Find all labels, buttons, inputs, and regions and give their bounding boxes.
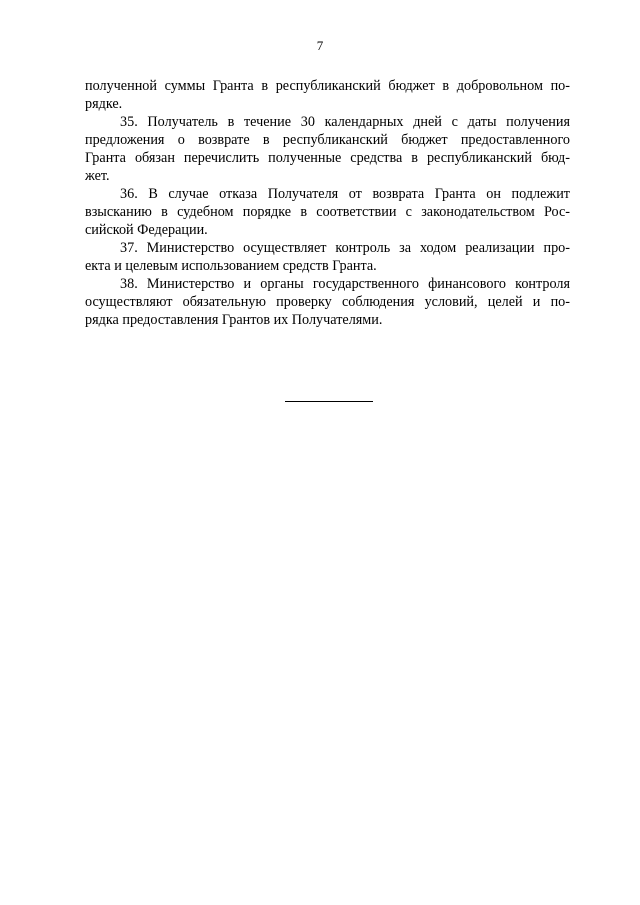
text-line: 36. В случае отказа Получателя от возврата Гранта он подлежит [120, 186, 570, 202]
text-line: сийской Федерации. [85, 222, 208, 238]
paragraph-35 [85, 113, 570, 185]
text-line: 35. Получатель в течение 30 календарных дней с даты получения [120, 114, 570, 130]
text-line: рядке. [85, 96, 123, 112]
text-line: осуществляют обязательную проверку соблюдения условий, целей и по- [85, 294, 570, 310]
paragraph-38 [85, 275, 570, 329]
text-line: жет. [85, 168, 110, 184]
text-line: 37. Министерство осуществляет контроль за ходом реализации про- [120, 240, 570, 256]
paragraph-37 [85, 239, 570, 275]
page-number: 7 [316, 38, 324, 53]
text-line: рядка предоставления Грантов их Получателями. [85, 312, 383, 328]
document-body [85, 77, 570, 329]
text-line: екта и целевым использованием средств Гранта. [85, 258, 377, 274]
text-line: предложения о возврате в республиканский бюджет предоставленного [85, 132, 570, 148]
text-line: Гранта обязан перечислить полученные средства в республиканский бюд- [85, 150, 570, 166]
paragraph-continued [85, 77, 570, 113]
text-line: взысканию в судебном порядке в соответствии с законодательством Рос- [85, 204, 570, 220]
text-line: 38. Министерство и органы государственного финансового контроля [120, 276, 570, 292]
paragraph-36 [85, 185, 570, 239]
end-divider-line [285, 401, 373, 402]
text-line: полученной суммы Гранта в республиканский бюджет в добровольном по- [85, 78, 570, 94]
